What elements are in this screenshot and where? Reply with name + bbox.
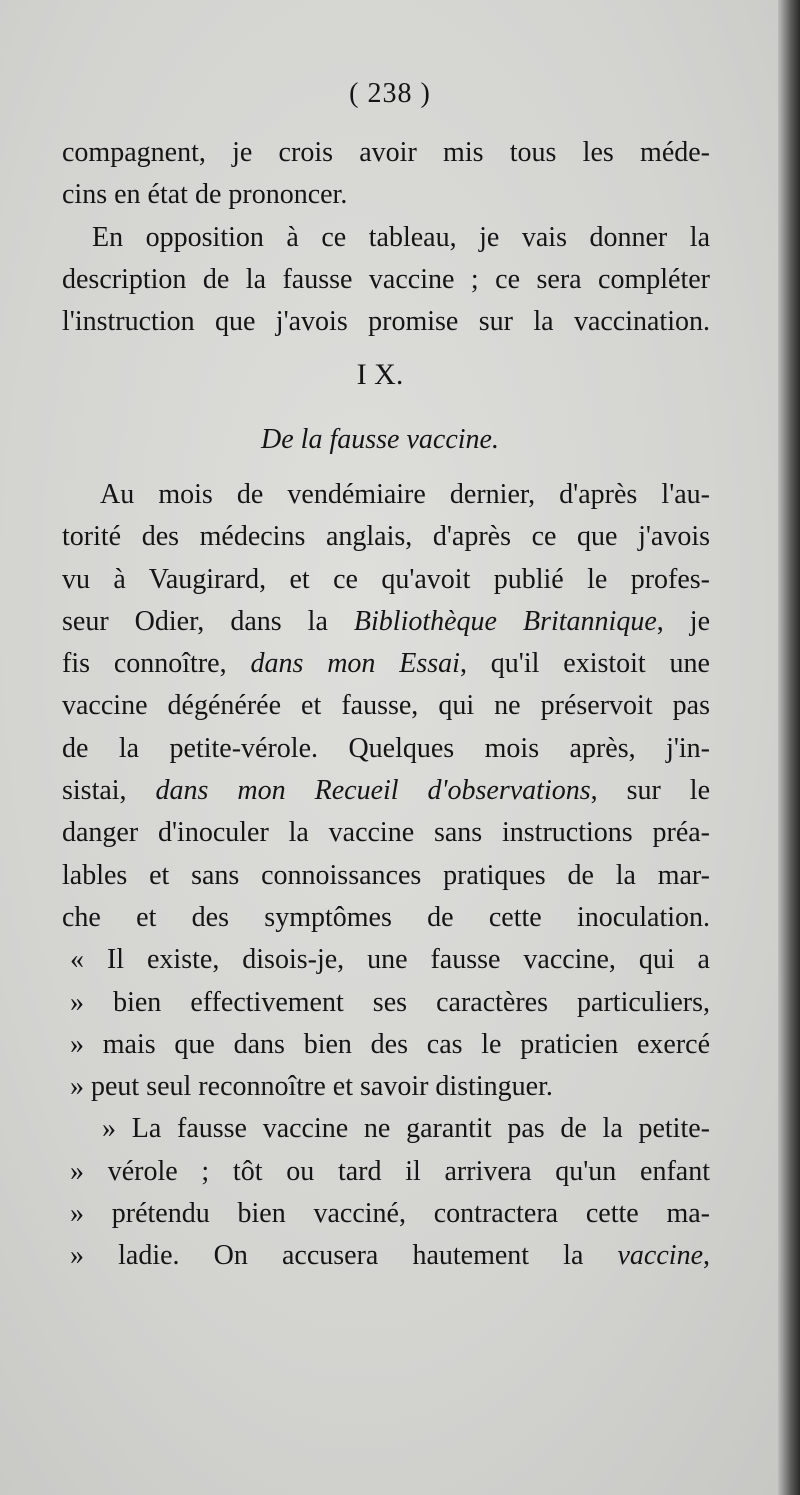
text-line: description de la fausse vaccine ; ce sera compléter: [62, 263, 710, 295]
text-line: [62, 601, 710, 643]
section-title: De la fausse vaccine.: [261, 424, 499, 455]
text-line: che et des symptômes de cette inoculation.: [62, 901, 710, 933]
italic-title: Bibliothèque Britannique: [353, 605, 657, 637]
text-line: vu à Vaugirard, et ce qu'avoit publié le profes-: [62, 563, 710, 595]
page-number: ( 238 ): [349, 78, 431, 109]
text-line: lables et sans connoissances pratiques de la mar-: [62, 859, 710, 891]
text-span: ,: [703, 1240, 710, 1272]
text-line: de la petite-vérole. Quelques mois après, j'in-: [62, 732, 710, 764]
text-line: Au mois de vendémiaire dernier, d'après l'au-: [100, 479, 710, 510]
text-line: [62, 1235, 710, 1277]
text-line: danger d'inoculer la vaccine sans instructions préa-: [62, 817, 710, 849]
text-line: » peut seul reconnoître et savoir distinguer.: [70, 1071, 553, 1103]
page-edge-shadow: [778, 0, 800, 1495]
text-line: torité des médecins anglais, d'après ce que j'avois: [62, 521, 710, 553]
text-block-body: [62, 474, 710, 1278]
text-line: vaccine dégénérée et fausse, qui ne préservoit pas: [62, 690, 710, 722]
text-span: , je: [656, 605, 711, 637]
text-line: » prétendu bien vacciné, contractera cette ma-: [70, 1198, 710, 1230]
text-line: » mais que dans bien des cas le praticien exercé: [70, 1028, 710, 1060]
text-line: « Il existe, disois-je, une fausse vaccine, qui a: [70, 944, 710, 976]
section-number: I X.: [356, 358, 404, 391]
text-line: [62, 643, 710, 685]
text-line: cins en état de prononcer.: [62, 179, 348, 211]
italic-title: dans mon Essai: [250, 648, 460, 680]
text-span: » ladie. On accusera hautement la: [70, 1240, 618, 1272]
text-block-top: [62, 132, 710, 343]
text-line: l'instruction que j'avois promise sur la vaccination.: [62, 306, 710, 338]
text-span: , qu'il existoit une: [459, 648, 710, 680]
text-line: [62, 770, 710, 812]
italic-word: vaccine: [617, 1240, 703, 1272]
text-span: , sur le: [590, 775, 711, 807]
text-span: seur Odier, dans la: [62, 605, 354, 637]
text-line: En opposition à ce tableau, je vais donner la: [92, 221, 710, 253]
text-line: » vérole ; tôt ou tard il arrivera qu'un enfant: [70, 1155, 710, 1187]
italic-title: dans mon Recueil d'observations: [155, 775, 591, 807]
text-span: sistai,: [62, 775, 156, 807]
text-line: » La fausse vaccine ne garantit pas de la petite-: [102, 1113, 710, 1145]
text-span: fis connoître,: [62, 648, 251, 680]
text-line: » bien effectivement ses caractères particuliers,: [70, 986, 710, 1018]
text-line: compagnent, je crois avoir mis tous les méde-: [62, 137, 710, 168]
